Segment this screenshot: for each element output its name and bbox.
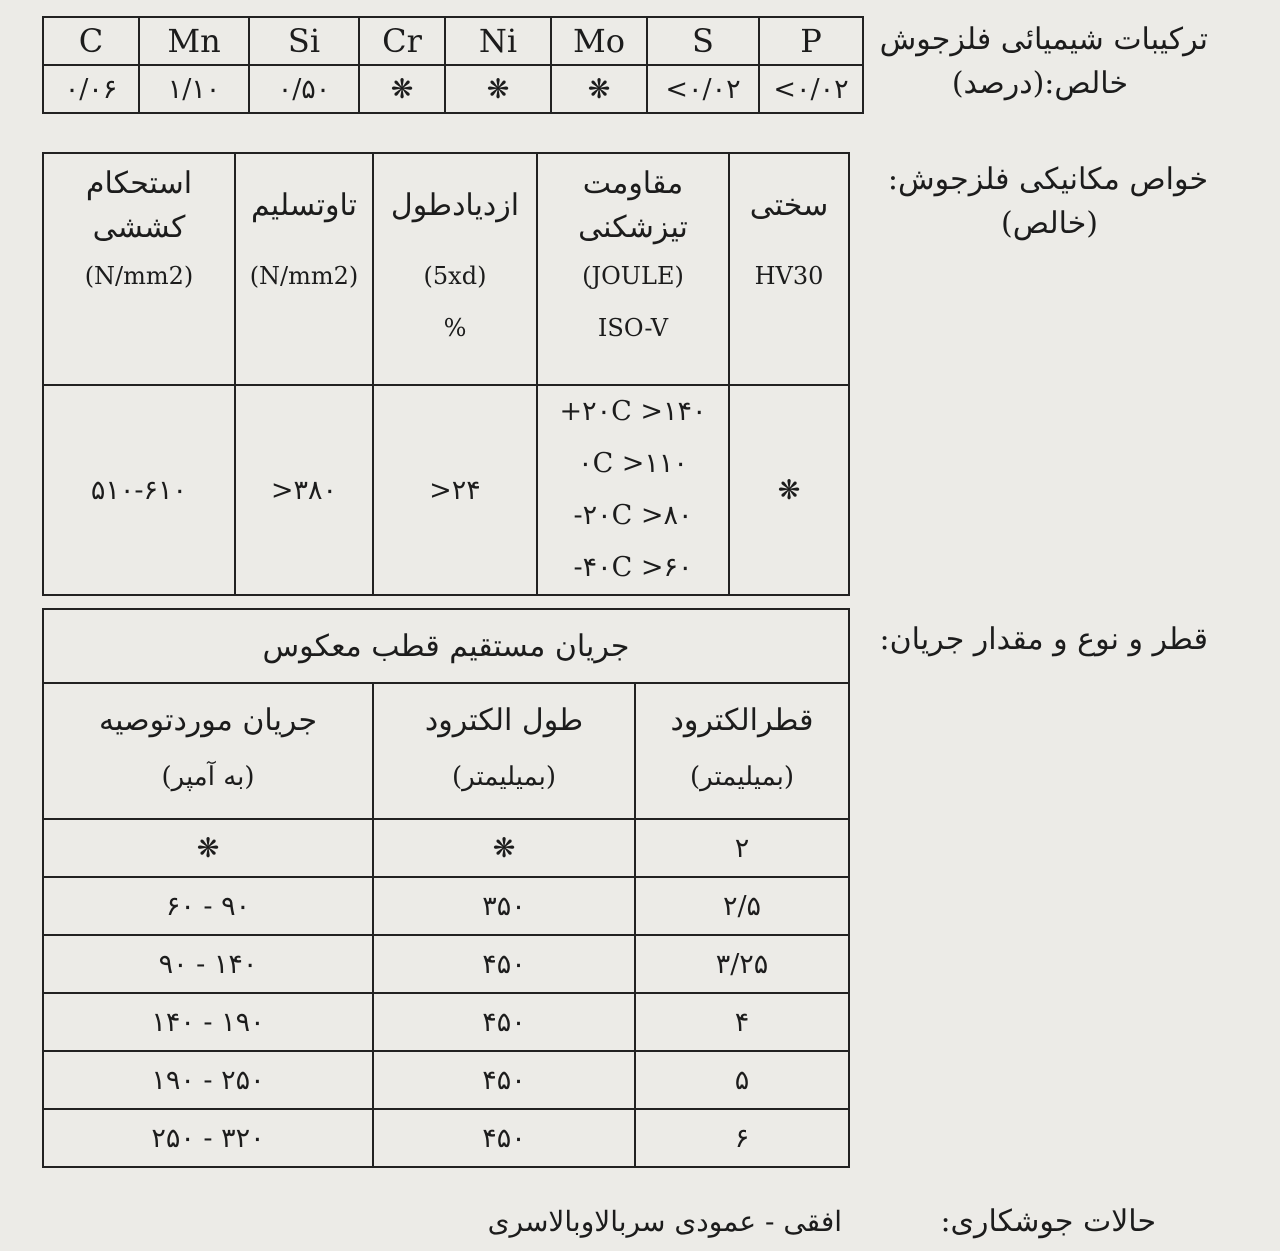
value-mo: ❋ — [551, 65, 647, 113]
diameter-cell: ۵ — [635, 1051, 849, 1109]
chemical-value-row — [43, 65, 863, 113]
element-p: P — [759, 17, 863, 65]
elongation-value: >۲۴ — [373, 385, 537, 595]
impact-value: +۲۰C >۱۴۰ — [559, 396, 707, 427]
header-amps-title: جریان موردتوصیه — [98, 703, 318, 738]
header-hardness — [729, 153, 849, 385]
length-cell: ۴۵۰ — [373, 1109, 635, 1167]
header-tensile-unit: (N/mm2) — [84, 262, 194, 290]
table-row — [43, 935, 849, 993]
header-amps — [43, 683, 373, 819]
table-row — [43, 993, 849, 1051]
header-hardness-title: سختی — [749, 188, 829, 223]
value-p: <۰/۰۲ — [759, 65, 863, 113]
element-si: Si — [249, 17, 359, 65]
hardness-value: ❋ — [729, 385, 849, 595]
amps-cell: ۲۵۰ - ۳۲۰ — [43, 1109, 373, 1167]
element-c: C — [43, 17, 139, 65]
header-tensile-title: استحکام کششی — [85, 166, 193, 245]
header-yield-title: تاوتسلیم — [250, 188, 358, 223]
header-impact-unit2: ISO-V — [597, 314, 669, 342]
diameter-cell: ۲ — [635, 819, 849, 877]
impact-value: -۲۰C >۸۰ — [573, 500, 693, 531]
header-yield-unit: (N/mm2) — [249, 262, 359, 290]
element-mo: Mo — [551, 17, 647, 65]
positions-value: افقی - عمودی سربالاوبالاسری — [487, 1205, 842, 1238]
amps-cell: ۹۰ - ۱۴۰ — [43, 935, 373, 993]
value-si: ۰/۵۰ — [249, 65, 359, 113]
value-ni: ❋ — [445, 65, 551, 113]
amps-cell: ۶۰ - ۹۰ — [43, 877, 373, 935]
positions-label: حالات جوشکاری: — [940, 1204, 1156, 1239]
mechanical-label — [868, 158, 1208, 246]
header-elongation-title: ازدیادطول — [390, 188, 520, 223]
value-cr: ❋ — [359, 65, 445, 113]
diameter-cell: ۳/۲۵ — [635, 935, 849, 993]
current-table — [42, 608, 850, 1168]
value-mn: ۱/۱۰ — [139, 65, 249, 113]
header-tensile — [43, 153, 235, 385]
header-diameter — [635, 683, 849, 819]
yield-value: >۳۸۰ — [235, 385, 373, 595]
value-c: ۰/۰۶ — [43, 65, 139, 113]
mechanical-value-row — [43, 385, 849, 595]
header-impact-title: مقاومت تیزشکنی — [578, 166, 688, 245]
amps-cell: ❋ — [43, 819, 373, 877]
table-row — [43, 1109, 849, 1167]
chemical-label — [868, 18, 1208, 106]
table-row — [43, 819, 849, 877]
current-header-row — [43, 683, 849, 819]
mechanical-header-row — [43, 153, 849, 385]
header-yield — [235, 153, 373, 385]
length-cell: ۴۵۰ — [373, 1051, 635, 1109]
diameter-cell: ۴ — [635, 993, 849, 1051]
header-impact-unit: (JOULE) — [582, 262, 684, 290]
chemical-label-line1: ترکیبات شیمیائی فلزجوش — [879, 22, 1208, 57]
element-ni: Ni — [445, 17, 551, 65]
header-length — [373, 683, 635, 819]
length-cell: ۴۵۰ — [373, 935, 635, 993]
header-amps-unit: (به آمپر) — [161, 762, 255, 792]
current-type-banner: جریان مستقیم قطب معکوس — [43, 609, 849, 683]
header-elongation — [373, 153, 537, 385]
amps-cell: ۱۴۰ - ۱۹۰ — [43, 993, 373, 1051]
mechanical-label-line1: خواص مکانیکی فلزجوش: — [887, 162, 1208, 197]
tensile-value: ۵۱۰-۶۱۰ — [43, 385, 235, 595]
table-row — [43, 1051, 849, 1109]
header-elongation-unit: (5xd) — [423, 262, 487, 290]
length-cell: ❋ — [373, 819, 635, 877]
element-mn: Mn — [139, 17, 249, 65]
header-hardness-unit: HV30 — [754, 262, 824, 290]
chemical-composition-table — [42, 16, 864, 114]
header-length-title: طول الکترود — [424, 703, 584, 738]
diameter-cell: ۶ — [635, 1109, 849, 1167]
header-diameter-unit: (بمیلیمتر) — [689, 762, 795, 792]
amps-cell: ۱۹۰ - ۲۵۰ — [43, 1051, 373, 1109]
chemical-element-row — [43, 17, 863, 65]
chemical-label-line2: خالص:(درصد) — [951, 66, 1128, 101]
diameter-cell: ۲/۵ — [635, 877, 849, 935]
header-length-unit: (بمیلیمتر) — [451, 762, 557, 792]
impact-value: ۰C >۱۱۰ — [578, 448, 688, 479]
mechanical-properties-table — [42, 152, 850, 596]
header-elongation-unit2: % — [443, 314, 467, 342]
value-s: <۰/۰۲ — [647, 65, 759, 113]
element-s: S — [647, 17, 759, 65]
length-cell: ۴۵۰ — [373, 993, 635, 1051]
header-impact — [537, 153, 729, 385]
table-row — [43, 877, 849, 935]
current-banner-row — [43, 609, 849, 683]
header-diameter-title: قطرالکترود — [670, 703, 814, 738]
impact-value: -۴۰C >۶۰ — [573, 552, 693, 583]
current-label: قطر و نوع و مقدار جریان: — [879, 622, 1208, 657]
length-cell: ۳۵۰ — [373, 877, 635, 935]
impact-values — [537, 385, 729, 595]
element-cr: Cr — [359, 17, 445, 65]
mechanical-label-line2: (خالص) — [1001, 206, 1098, 241]
